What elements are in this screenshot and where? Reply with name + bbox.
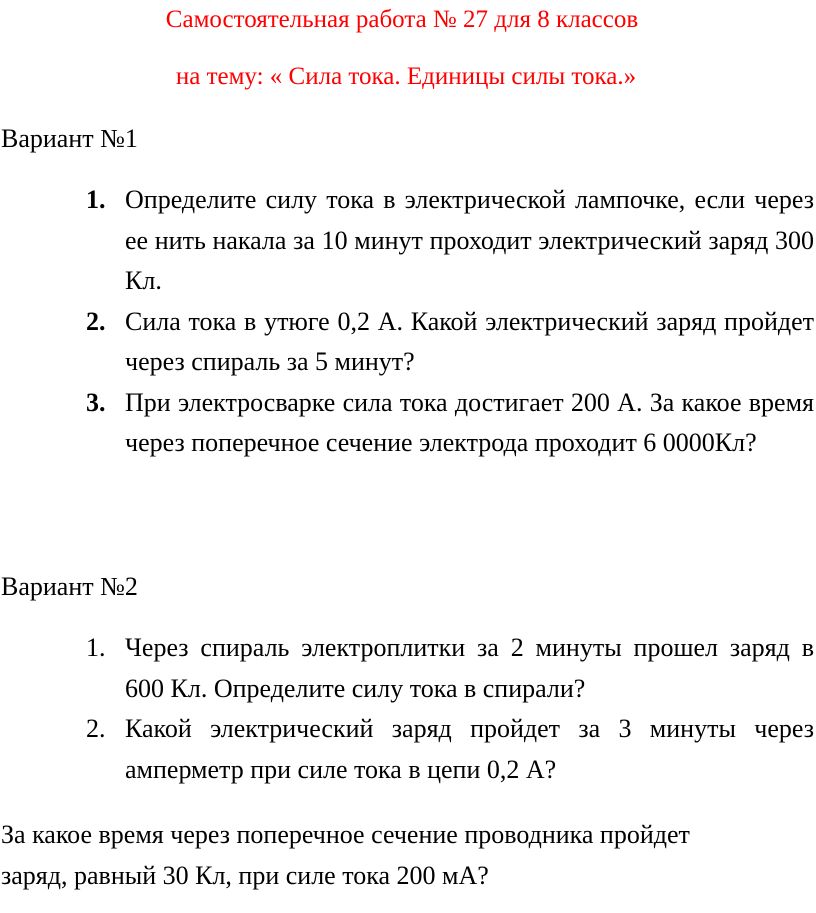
task-item	[86, 383, 814, 464]
document-subtitle: на тему: « Сила тока. Единицы силы тока.»	[175, 63, 637, 90]
task-number: 3.	[86, 387, 106, 417]
task-number: 1.	[86, 185, 106, 214]
task-number: 2.	[86, 306, 106, 336]
variant-1-task-list	[86, 180, 814, 464]
task-item	[86, 709, 814, 790]
variant-1-heading: Вариант №1	[1, 124, 138, 153]
task-number: 1.	[86, 633, 106, 662]
task-number: 2.	[86, 714, 106, 743]
task-text: Определите силу тока в электрической лампочке, если через ее нить накала за 10 минут проходит электрический заряд 300 Кл.	[125, 185, 814, 295]
task-item	[86, 628, 814, 709]
task-item	[86, 302, 814, 383]
task-item	[86, 180, 814, 302]
document-title: Самостоятельная работа № 27 для 8 классов	[165, 6, 639, 33]
task-text: При электросварке сила тока достигает 200 А. За какое время через поперечное сечение электрода проходит 6 0000Кл?	[125, 387, 814, 457]
task-text: Через спираль электроплитки за 2 минуты прошел заряд в 600 Кл. Определите силу тока в спирали?	[125, 633, 814, 703]
variant-2-heading: Вариант №2	[1, 572, 138, 601]
variant-2-task-list	[86, 628, 814, 790]
task-text: Сила тока в утюге 0,2 А. Какой электрический заряд пройдет через спираль за 5 минут?	[125, 306, 814, 376]
closing-question: За какое время через поперечное сечение проводника пройдет заряд, равный 30 Кл, при силе тока 200 мА?	[1, 820, 690, 890]
task-text: Какой электрический заряд пройдет за 3 минуты через амперметр при силе тока в цепи 0,2 А?	[125, 714, 814, 784]
